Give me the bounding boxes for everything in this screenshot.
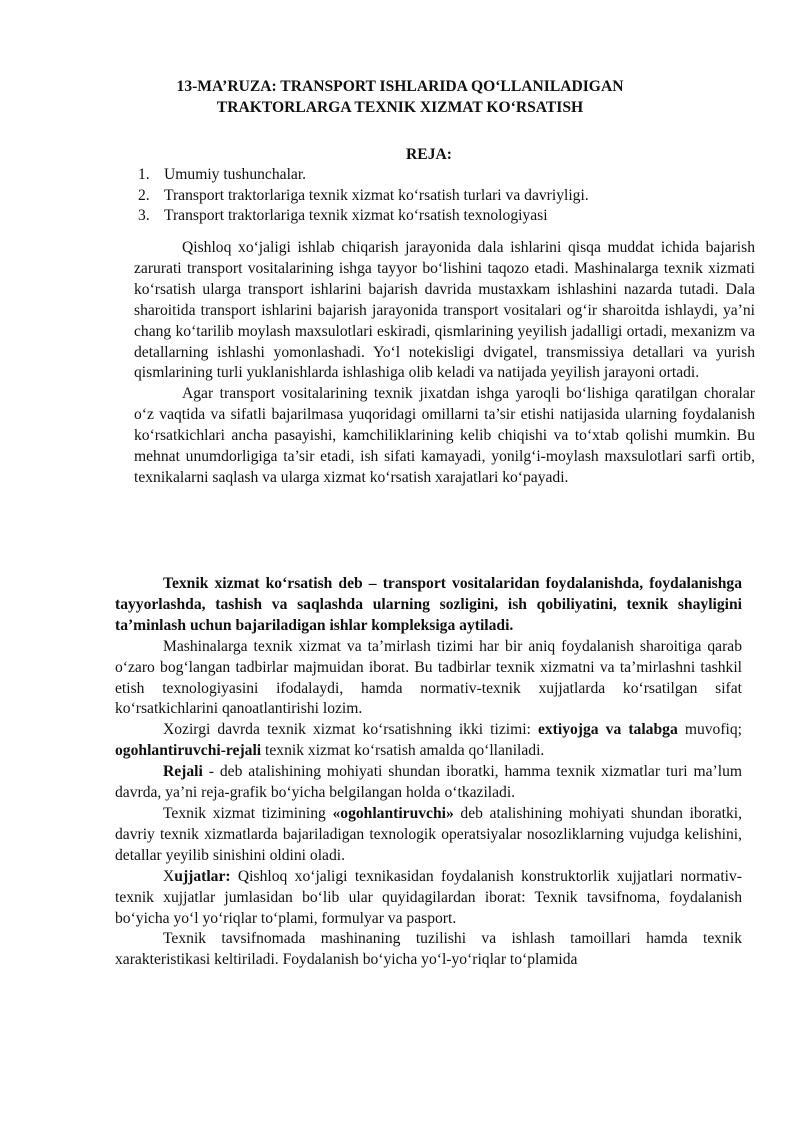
paragraph-intro: Qishloq xo‘jaligi ishlab chiqarish jarayonida dala ishlarini qisqa muddat ichida bajarish zarurati transport vositalarining ishga tayyor bo‘lishini taqozo etadi. Mashinalarga texnik xizmati ko‘rsatish ularga transport ishlarini bajarish davrida mustaxkam ishlashini nazarda tutadi. Dala sharoitida transport ishlarini bajarish jarayonida transport vositalari og‘ir sharoitda ishlaydi, ya’ni chang ko‘tarilib moylash maxsulotlari eskiradi, qismlarining yeyilish jadalligi ortadi, mexanizm va detallarning ishlashi yomonlashadi. Yo‘l notekisligi dvigatel, transmissiya detallari va yurish qismlarining turli yuklanishlarda ishlashiga olib keladi va natijada yeyilish jarayoni ortadi. — [134, 239, 755, 382]
paragraph-specification: Texnik tavsifnomada mashinaning tuzilishi va ishlash tamoillari hamda texnik xarakteristikasi keltiriladi. Foydalanish bo‘yicha yo‘l-yo‘riqlar to‘plamida — [115, 930, 742, 969]
text-span: Qishloq xo‘jaligi texnikasidan foydalanish konstruktorlik xujjatlari normativ-texnik xujjatlar jumlasidan bo‘lib ular quyidagilardan iborat: Texnik tavsifnoma, foydalanish bo‘yicha yo‘l yo‘riqlar to‘plami, formulyar va pasport. — [115, 867, 742, 927]
plan-list — [138, 165, 589, 227]
plan-item-text: Umumiy tushunchalar. — [164, 166, 307, 183]
term-preventive-planned: ogohlantiruvchi-rejali — [115, 742, 262, 760]
plan-item-number: 3. — [138, 207, 150, 225]
page-title — [0, 77, 800, 118]
plan-heading: REJA: — [406, 146, 452, 163]
text-span: Texnik xizmat tizimining — [163, 804, 333, 822]
paragraph-documents — [115, 867, 742, 930]
paragraph-two-systems — [115, 720, 742, 762]
term-preventive: «ogohlantiruvchi» — [332, 804, 454, 822]
term-on-demand: extiyojga va talabga — [537, 721, 678, 739]
text-span: Xozirgi davrda texnik xizmat ko‘rsatishning ikki tizimi: — [163, 721, 538, 739]
paragraph-system: Mashinalarga texnik xizmat va ta’mirlash tizimi har bir aniq foydalanish sharoitiga qarab o‘zaro bog‘langan tadbirlar majmuidan iborat. Bu tadbirlar texnik xizmatni va ta’mirlashni tashkil etish texnologiyasini ifodalaydi, hamda normativ-texnik xujjatlarda ko‘rsatilgan sifat ko‘rsatkichlarini qanoatlantirishi lozim. — [115, 637, 742, 718]
title-line-1: 13-MA’RUZA: TRANSPORT ISHLARIDA QO‘LLANILADIGAN — [176, 78, 624, 95]
paragraph-planned — [115, 762, 742, 804]
paragraph-consequences: Agar transport vositalarining texnik jixatdan ishga yaroqli bo‘lishiga qaratilgan choralar o‘z vaqtida va sifatli bajarilmasa yuqoridagi omillarni ta’sir etishi natijasida ularning foydalanish ko‘rsatkichlari ancha pasayishi, kamchiliklarining kelib chiqishi va to‘xtab qolishi mumkin. Bu mehnat unumdorligiga ta’sir etadi, ish sifati kamayadi, yonilg‘i-moylash maxsulotlari sarfi ortib, texnikalarni saqlash va ularga xizmat ko‘rsatish xarajatlari ko‘payadi. — [134, 385, 755, 486]
term-documents: ujjatlar: — [174, 867, 231, 885]
term-planned: Rejali — [163, 763, 203, 781]
text-span: muvofiq; — [677, 721, 743, 739]
plan-item — [138, 186, 589, 207]
plan-item — [138, 206, 589, 227]
definition-text: Texnik xizmat ko‘rsatish deb – transport vositalaridan foydalanishda, foydalanishga tayyorlashda, tashish va saqlashda ularning sozligini, ish qobiliyatini, texnik shayligini ta’minlash uchun bajariladigan ishlar kompleksiga aytiladi. — [115, 575, 742, 634]
text-span: X — [163, 867, 175, 885]
paragraph-definition — [115, 574, 742, 637]
intro-block — [134, 238, 755, 489]
text-span: - deb atalishining mohiyati shundan iboratki, hamma texnik xizmatlar turi ma’lum davrda, ya’ni reja-grafik bo‘yicha belgilangan holda o‘tkaziladi. — [115, 763, 742, 802]
title-line-2: TRAKTORLARGA TEXNIK XIZMAT KO‘RSATISH — [216, 98, 584, 116]
plan-item-number: 2. — [138, 186, 150, 204]
plan-item-number: 1. — [138, 166, 150, 183]
plan-item — [138, 165, 589, 186]
text-span: texnik xizmat ko‘rsatish amalda qo‘llaniladi. — [261, 742, 545, 760]
plan-item-text: Transport traktorlariga texnik xizmat ko‘rsatish texnologiyasi — [164, 207, 548, 225]
text-span: deb atalishining mohiyati shundan iboratki, davriy texnik xizmatlarda bajariladigan texnologik operatsiyalar nosozliklarning vujudga kelishini, detallar yeyilib sinishini oldini oladi. — [115, 804, 742, 864]
plan-item-text: Transport traktorlariga texnik xizmat ko‘rsatish turlari va davriyligi. — [164, 186, 589, 204]
paragraph-preventive — [115, 804, 742, 867]
body-block — [115, 574, 742, 971]
